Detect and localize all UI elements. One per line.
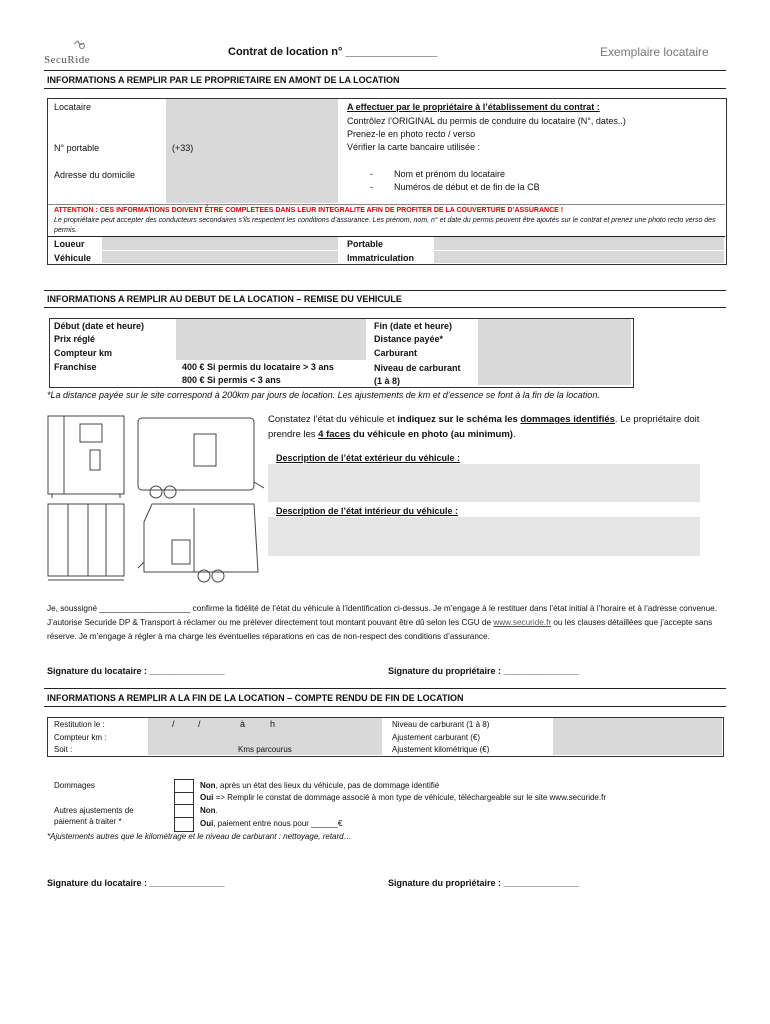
immatriculation-label: Immatriculation	[347, 253, 415, 263]
signature-locataire-1[interactable]: Signature du locataire : _______________	[47, 666, 225, 676]
ajust-km-label: Ajustement kilométrique (€)	[392, 745, 490, 754]
restitution-label: Restitution le :	[54, 720, 105, 729]
signature-proprietaire-2[interactable]: Signature du propriétaire : _______________	[388, 878, 579, 888]
ajustements-footnote: *Ajustements autres que le kilométrage et le niveau de carburant : nettoyage, retard…	[47, 832, 352, 841]
adresse-label: Adresse du domicile	[54, 170, 136, 180]
ajust-non-text	[200, 806, 218, 815]
constat-instructions	[268, 412, 724, 442]
non1-text: , après un état des lieux du véhicule, pas de dommage identifié	[215, 781, 440, 790]
portable-prefix: (+33)	[172, 143, 194, 153]
declaration-part-2: ou les clauses détaillées que j’accepte sans réserve. Je m’engage à régler à ma charge les éventuelles réparations en cas de non-respect des conditions d’assurance.	[47, 618, 713, 641]
fin-field[interactable]	[478, 319, 631, 385]
dommages-non-text	[200, 781, 439, 790]
signature-proprietaire-1[interactable]: Signature du propriétaire : _______________	[388, 666, 579, 676]
debut-label: Début (date et heure)	[54, 321, 145, 331]
prix-label: Prix réglé	[54, 334, 96, 344]
owner-instruction-3: Vérifier la carte bancaire utilisée :	[347, 142, 481, 152]
section1-title: INFORMATIONS A REMPLIR PAR LE PROPRIETAIRE EN AMONT DE LA LOCATION	[47, 75, 400, 85]
date-slash-1: /	[172, 719, 175, 729]
portable-owner-field[interactable]	[434, 237, 724, 250]
distance-footnote: *La distance payée sur le site correspond à 200km par jours de location. Les ajustements de km et d’essence se font à la fin de la location.	[47, 390, 600, 400]
bullet-1: Nom et prénom du locataire	[394, 169, 506, 179]
non2-text: .	[215, 806, 218, 815]
carburant-label: Carburant	[374, 348, 418, 358]
constat-text-1: Constatez l’état du véhicule et	[268, 414, 398, 425]
oui1-bold: Oui	[200, 793, 214, 802]
trailer-drawing-icon	[44, 412, 266, 586]
logo-text: SecuRide	[44, 54, 91, 66]
niveau-label: Niveau de carburant (1 à 8)	[374, 363, 461, 386]
locataire-label: Locataire	[54, 102, 92, 112]
portable-owner-label: Portable	[347, 239, 384, 249]
exterior-description-label: Description de l’état extérieur du véhicule :	[276, 453, 461, 463]
logo	[44, 40, 104, 68]
owner-instructions-title: A effectuer par le propriétaire à l’établissement du contrat :	[347, 102, 600, 112]
franchise-label: Franchise	[54, 362, 97, 372]
soit-label: Soit :	[54, 745, 73, 754]
vehicule-label: Véhicule	[54, 253, 92, 263]
constat-text-2: indiquez sur le schéma les	[397, 414, 521, 425]
franchise-option-1: 400 € Si permis du locataire > 3 ans	[182, 362, 334, 372]
loueur-label: Loueur	[54, 239, 85, 249]
franchise-option-2: 800 € Si permis < 3 ans	[182, 375, 281, 385]
time-a: à	[240, 719, 246, 729]
section3-title: INFORMATIONS A REMPLIR A LA FIN DE LA LOCATION – COMPTE RENDU DE FIN DE LOCATION	[47, 693, 464, 703]
attention-warning: ATTENTION : CES INFORMATIONS DOIVENT ÊTRE COMPLETEES DANS LEUR INTEGRALITE AFIN DE PROFITER DE LA COUVERTURE D’ASSURANCE !	[54, 207, 564, 214]
loueur-field[interactable]	[102, 237, 338, 250]
dommages-label: Dommages	[54, 781, 95, 790]
immatriculation-field[interactable]	[434, 251, 724, 263]
secondary-driver-note: Le propriétaire peut accepter des conducteurs secondaires s’ils respectent les conditions d’assurance. Les prénom, nom, n° et date du permis peuvent être ajoutés sur le contrat et prenez une photo recto verso des permis.	[54, 217, 716, 234]
securide-link[interactable]: www.securide.fr	[493, 618, 552, 627]
owner-instruction-2: Prenez-le en photo recto / verso	[347, 129, 476, 139]
constat-text-7: .	[512, 429, 516, 440]
exterior-description-field[interactable]	[268, 464, 700, 502]
owner-instruction-1: Contrôlez l’ORIGINAL du permis de conduire du locataire (N°, dates..)	[347, 116, 626, 126]
niveau-fin-label: Niveau de carburant (1 à 8)	[392, 720, 490, 729]
ajust-carburant-label: Ajustement carburant (€)	[392, 733, 481, 742]
compteur-label: Compteur km	[54, 348, 113, 358]
oui2-text: , paiement entre nous pour ______€	[213, 819, 343, 828]
constat-text-5: 4 faces	[318, 429, 351, 440]
bullet-2: Numéros de début et de fin de la CB	[394, 182, 540, 192]
dommages-oui-text	[200, 793, 606, 802]
fin-label: Fin (date et heure)	[374, 321, 453, 331]
autres-ajustements-label: Autres ajustements de paiement à traiter *	[54, 806, 134, 826]
vehicule-field[interactable]	[102, 251, 338, 263]
interior-description-field[interactable]	[268, 517, 700, 556]
signature-locataire-2[interactable]: Signature du locataire : _______________	[47, 878, 225, 888]
distance-label: Distance payée*	[374, 334, 444, 344]
niveau-fin-field[interactable]	[553, 718, 722, 755]
oui2-bold: Oui	[200, 819, 214, 828]
declaration-part-1: Je, soussigné ____________________ confirme la fidélité de l’état du véhicule à l’identification ci-dessus. Je m’engage à le restituer dans l’état initial à l’horaire et à l’adresse convenue. J’autorise Securide DP & Transport à réclamer ou me prélever directement tout montant pouvant être dû selon les CGU de	[47, 604, 717, 627]
interior-description-label: Description de l’état intérieur du véhicule :	[276, 506, 459, 516]
date-slash-2: /	[198, 719, 201, 729]
kms-parcourus: Kms parcourus	[238, 745, 292, 754]
vehicle-schema[interactable]	[44, 412, 266, 586]
debut-field[interactable]	[176, 319, 366, 360]
declaration-text	[47, 602, 725, 644]
contract-number[interactable]: Contrat de location n° _______________	[228, 46, 438, 58]
copy-label: Exemplaire locataire	[600, 45, 709, 59]
constat-text-3: dommages identifiés	[520, 414, 615, 425]
non2-bold: Non	[200, 806, 216, 815]
portable-label: N° portable	[54, 143, 100, 153]
oui1-text: => Remplir le constat de dommage associé à mon type de véhicule, téléchargeable sur le site www.securide.fr	[213, 793, 606, 802]
constat-text-6: du véhicule en photo (au minimum)	[350, 429, 513, 440]
non1-bold: Non	[200, 781, 216, 790]
bullet-dash-2: -	[370, 182, 373, 192]
time-h: h	[270, 719, 276, 729]
compteur-fin-label: Compteur km :	[54, 733, 107, 742]
constat-text-4: . Le propriétaire doit prendre les	[268, 414, 700, 440]
bullet-dash-1: -	[370, 169, 373, 179]
ajust-oui-text	[200, 819, 342, 828]
ajust-oui-checkbox[interactable]	[174, 817, 194, 832]
section2-title: INFORMATIONS A REMPLIR AU DEBUT DE LA LOCATION – REMISE DU VEHICULE	[47, 294, 402, 304]
